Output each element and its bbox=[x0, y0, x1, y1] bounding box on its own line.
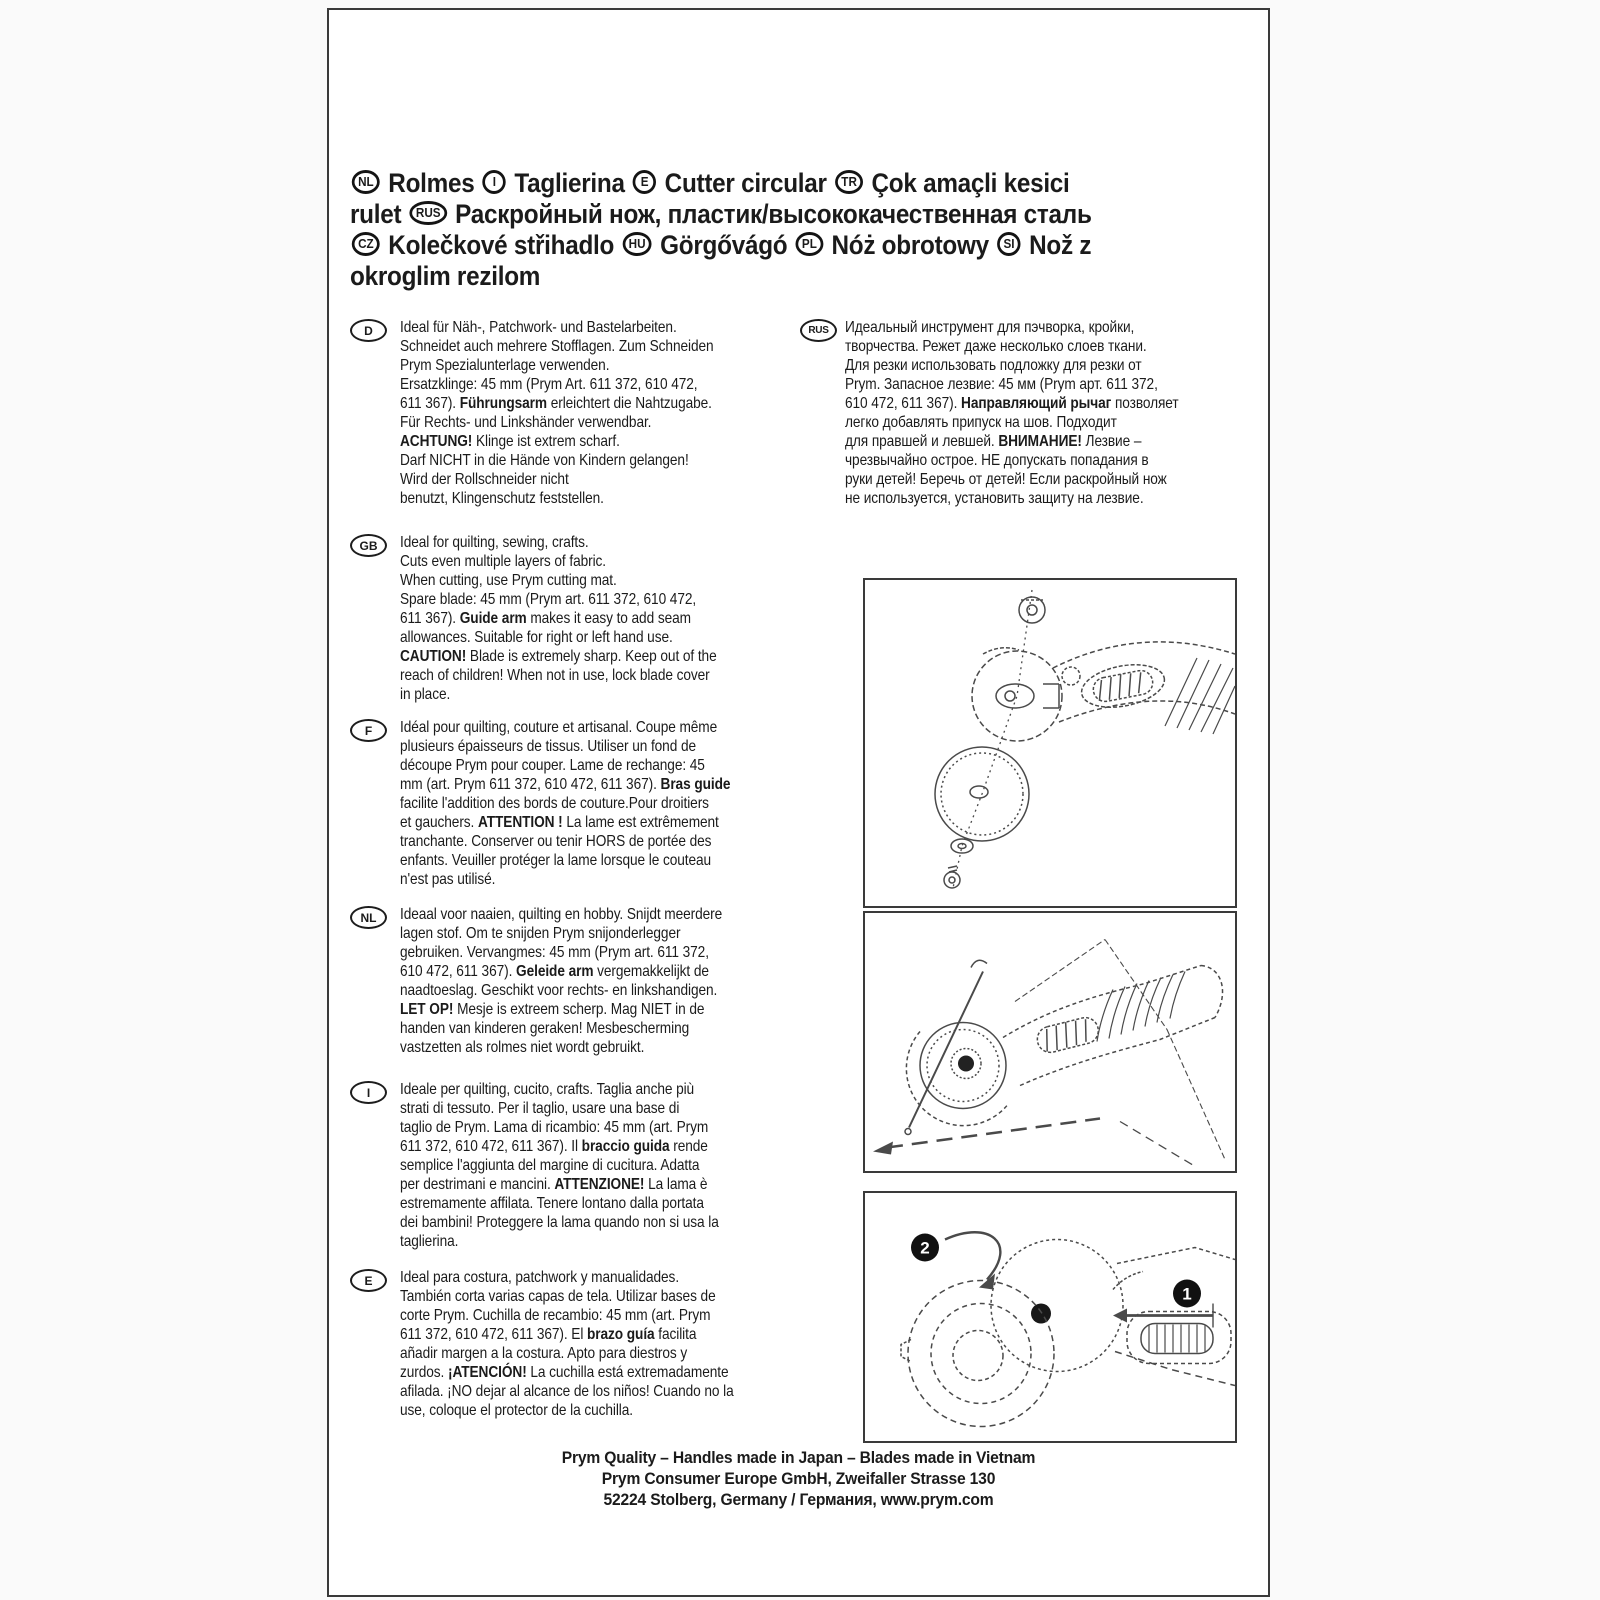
cutter-head bbox=[972, 648, 1062, 741]
footer bbox=[367, 1447, 1231, 1510]
step-1-label: 1 bbox=[1182, 1284, 1192, 1304]
step-2-marker bbox=[911, 1232, 1000, 1289]
blade-disc bbox=[991, 1240, 1123, 1372]
para-rus bbox=[800, 318, 1240, 508]
para-de bbox=[350, 318, 750, 508]
fabric-edge-line bbox=[1120, 1122, 1197, 1168]
lang-badge-cz: CZ bbox=[352, 232, 380, 256]
para-it-text: Ideale per quilting, cucito, crafts. Taglia anche più strati di tessuto. Per il taglio, usare una base di taglio de Prym. Lama di ricambio: 45 mm (art. Prym 611 372, 610 472, 611 367). Il braccio guida rende semplice l'aggiunta del margine di cucitura. Adatta per destrimani e mancini. ATTENZIONE! La lama è estremamente affilata. Tenere lontano dalla portata dei bambini! Proteggere la lama quando non si usa la taglierina. bbox=[400, 1081, 719, 1250]
rolling-blade bbox=[906, 1023, 1007, 1126]
para-nl bbox=[350, 905, 750, 1057]
lang-badge-d: D bbox=[350, 319, 387, 342]
slider-hatching bbox=[1149, 1325, 1205, 1353]
para-rus-text: Идеальный инструмент для пэчворка, кройки, творчества. Режет даже несколько слоев ткани. Для резки использовать подложку для резки от Prym. Запасное лезвие: 45 мм (Prym арт. 611 372, 610 472, 611 367). Направляющий рычаг позволяет легко добавлять припуск на шов. Подходит для правшей и левшей. ВНИМАНИЕ! Лезвие – чрезвычайно острое. НЕ допускать попадания в руки детей! Беречь от детей! Если раскройный нож не используется, установить защиту на лезвие. bbox=[845, 319, 1179, 507]
para-es bbox=[350, 1268, 750, 1420]
footer-line-address: 52224 Stolberg, Germany / Германия, www.prym.com bbox=[603, 1490, 994, 1509]
lang-badge-tr: TR bbox=[835, 170, 863, 194]
figure-cutting-in-use bbox=[863, 911, 1237, 1173]
footer-line-company: Prym Consumer Europe GmbH, Zweifaller Strasse 130 bbox=[601, 1469, 996, 1488]
step-1-marker bbox=[1113, 1280, 1213, 1328]
para-gb bbox=[350, 533, 750, 704]
lang-badge-rus: RUS bbox=[800, 319, 837, 342]
product-title: NL Rolmes I Taglierina E Cutter circular TR Çok amaçli kesici rulet RUS Раскройный нож, пластик/высококачественная сталь CZ Kolečkové střihadlo HU Görgővágó PL Nóż obrotowy SI Nož z okroglim rezilom bbox=[350, 168, 1092, 291]
instruction-leaflet-page bbox=[327, 8, 1270, 1597]
para-de-text: Ideal für Näh-, Patchwork- und Bastelarbeiten. Schneidet auch mehrere Stofflagen. Zum Schneiden Prym Spezialunterlage verwenden. Ersatzklinge: 45 mm (Prym Art. 611 372, 610 472, 611 367). Führungsarm erleichtert die Nahtzugabe. Für Rechts- und Linkshänder verwendbar. ACHTUNG! Klinge ist extrem scharf. Darf NICHT in die Hände von Kindern gelangen! Wird der Rollschneider nicht benutzt, Klingenschutz feststellen. bbox=[400, 319, 714, 507]
screw-part bbox=[944, 866, 960, 888]
para-nl-text: Ideaal voor naaien, quilting en hobby. Snijdt meerdere lagen stof. Om te snijden Prym snijonderlegger gebruiken. Vervangmes: 45 mm (Prym art. 611 372, 610 472, 611 367). Geleide arm vergemakkelijkt de naadtoeslag. Geschikt voor rechts- en linkshandigen. LET OP! Mesje is extreem scherp. Mag NIET in de handen van kinderen geraken! Mesbescherming vastzetten als rolmes niet wordt gebruikt. bbox=[400, 906, 723, 1056]
cutter-body bbox=[1003, 966, 1223, 1086]
lang-badge-i: I bbox=[483, 170, 506, 194]
lang-badge-si: SI bbox=[997, 232, 1021, 256]
para-fr bbox=[350, 718, 750, 889]
lang-badge-f: F bbox=[350, 719, 387, 742]
guide-arm bbox=[905, 960, 987, 1134]
grip-hatching bbox=[1165, 658, 1235, 734]
step-2-label: 2 bbox=[920, 1238, 930, 1258]
rotary-cutter-cutting-fabric-illustration bbox=[865, 913, 1235, 1171]
para-gb-text: Ideal for quilting, sewing, crafts. Cuts even multiple layers of fabric. When cutting, use Prym cutting mat. Spare blade: 45 mm (Prym art. 611 372, 610 472, 611 367). Guide arm makes it easy to add seam allowances. Suitable for right or left hand use. CAUTION! Blade is extremely sharp. Keep out of the reach of children! When not in use, lock blade cover in place. bbox=[400, 534, 717, 703]
rotary-cutter-exploded-view-illustration bbox=[865, 580, 1235, 906]
figure-blade-cover-lock bbox=[863, 1191, 1237, 1443]
lang-badge-i: I bbox=[350, 1081, 387, 1104]
lang-badge-hu: HU bbox=[622, 232, 652, 256]
lang-badge-gb: GB bbox=[350, 534, 387, 557]
lang-badge-rus: RUS bbox=[410, 201, 447, 225]
para-es-text: Ideal para costura, patchwork y manualidades. También corta varias capas de tela. Utilizar bases de corte Prym. Cuchilla de recambio: 45 mm (art. Prym 611 372, 610 472, 611 367). El brazo guía facilita añadir margen a la costura. Apto para diestros y zurdos. ¡ATENCIÓN! La cuchilla está extremadamente afilada. ¡NO dejar al alcance de los niños! Cuando no la use, coloque el protector de la cuchilla. bbox=[400, 1269, 734, 1419]
rotary-cutter-blade-cover-lock-illustration bbox=[865, 1193, 1235, 1441]
lang-badge-pl: PL bbox=[796, 232, 824, 256]
cutter-handle bbox=[1053, 642, 1235, 734]
lang-badge-e: E bbox=[633, 170, 656, 194]
lang-badge-nl: NL bbox=[352, 170, 380, 194]
para-it bbox=[350, 1080, 750, 1251]
para-fr-text: Idéal pour quilting, couture et artisanal. Coupe même plusieurs épaisseurs de tissus. Utiliser un fond de découpe Prym pour couper. Lame de rechange: 45 mm (art. Prym 611 372, 610 472, 611 367). Bras guide facilite l'addition des bords de couture.Pour droitiers et gauchers. ATTENTION ! La lame est extrêmement tranchante. Conserver ou tenir HORS de portée des enfants. Veuiller protéger la lame lorsque le couteau n'est pas utilisé. bbox=[400, 719, 731, 888]
grip-coil bbox=[1097, 972, 1185, 1042]
nut-part bbox=[1019, 597, 1045, 623]
footer-line-quality: Prym Quality – Handles made in Japan – Blades made in Vietnam bbox=[561, 1448, 1036, 1467]
cutting-direction-line bbox=[873, 1119, 1100, 1155]
lang-badge-e: E bbox=[350, 1269, 387, 1292]
washer-part bbox=[951, 839, 973, 853]
blade-cover bbox=[901, 1281, 1054, 1427]
thumb-slider bbox=[1035, 1015, 1101, 1055]
figure-exploded-view bbox=[863, 578, 1237, 908]
thumb-slider bbox=[1091, 668, 1154, 703]
lang-badge-nl: NL bbox=[350, 906, 387, 929]
